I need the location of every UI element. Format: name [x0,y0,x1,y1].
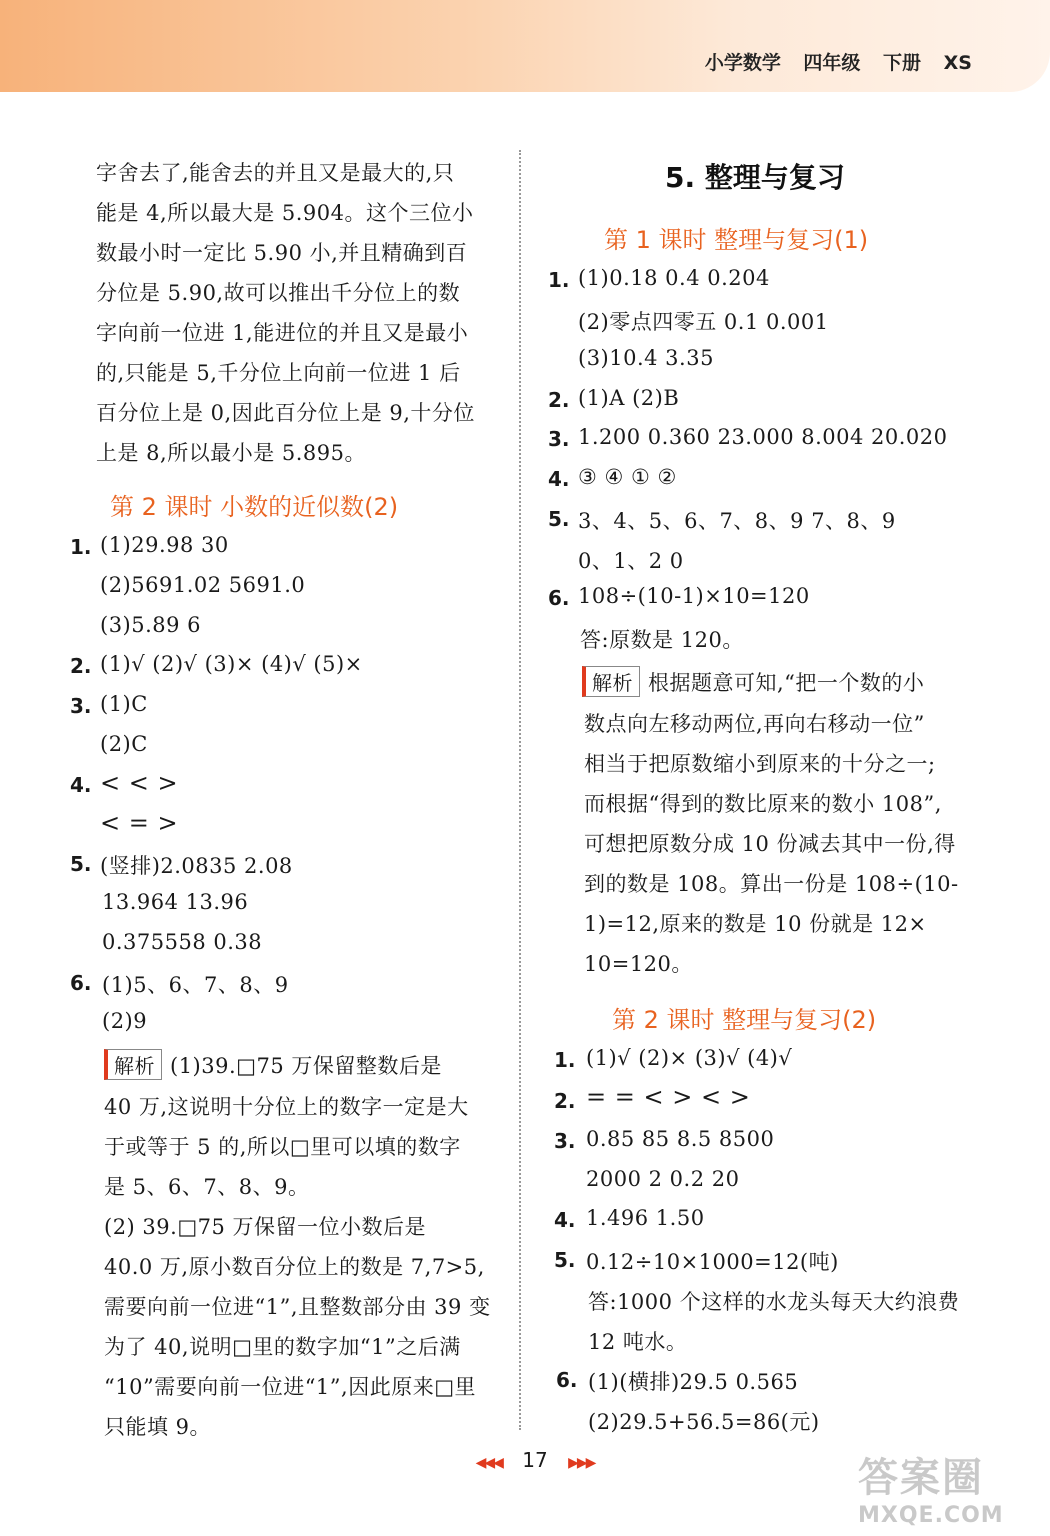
watermark-url: MXQE.COM [858,1503,1004,1528]
question-number: 3. [548,427,570,451]
analysis-line: 数点向左移动两位,再向右移动一位” [584,712,925,736]
analysis-line: 是 5、6、7、8、9。 [104,1175,310,1199]
answer-line: (2)9 [102,1009,148,1033]
question-number: 3. [554,1129,576,1153]
answer-line: (3)10.4 3.35 [578,346,714,370]
question-number: 6. [548,586,570,610]
analysis-line: 1)=12,原来的数是 10 份就是 12× [584,912,927,936]
answer-line: 13.964 13.96 [102,890,249,914]
analysis-line: 到的数是 108。算出一份是 108÷(10- [584,872,959,896]
column-divider [519,150,521,1430]
answer-line: 108÷(10-1)×10=120 [578,584,810,608]
answer-line: 12 吨水。 [588,1330,688,1354]
analysis-line: 40.0 万,原小数百分位上的数是 7,7>5, [104,1255,485,1279]
header-band [0,0,1050,92]
header-book-info: 小学数学 四年级 下册 XS [704,52,972,74]
question-number: 4. [70,773,92,797]
question-number: 1. [548,268,570,292]
text-line: 的,只能是 5,千分位上向前一位进 1 后 [96,361,461,385]
answer-line: 0、1、2 0 [578,549,684,573]
question-number: 4. [548,467,570,491]
watermark-text: 答案圈 [858,1455,984,1501]
answer-line: (2)5691.02 5691.0 [100,573,306,597]
answer-line: 0.85 85 8.5 8500 [586,1127,775,1151]
lesson-title: 第 2 课时 整理与复习(2) [612,1006,877,1034]
analysis-tag: 解析 [582,666,640,697]
question-number: 2. [554,1089,576,1113]
question-number: 5. [70,852,92,876]
answer-line: (1)5、6、7、8、9 [102,973,289,997]
answer-line: = = < > < > [586,1083,751,1111]
question-number: 5. [554,1248,576,1272]
page-number: 17 [522,1448,548,1472]
analysis-line: 40 万,这说明十分位上的数字一定是大 [104,1095,469,1119]
text-line: 数最小时一定比 5.90 小,并且精确到百 [96,241,468,265]
analysis-first-line [104,1049,442,1080]
analysis-text: (1)39.□75 万保留整数后是 [170,1054,442,1078]
analysis-line: “10”需要向前一位进“1”,因此原来□里 [104,1375,477,1399]
answer-line: < = > [100,809,179,837]
question-number: 6. [556,1368,578,1392]
text-line: 能是 4,所以最大是 5.904。这个三位小 [96,201,474,225]
analysis-text: 根据题意可知,“把一个数的小 [648,671,925,695]
text-line: 分位是 5.90,故可以推出千分位上的数 [96,281,461,305]
analysis-line: (2) 39.□75 万保留一位小数后是 [104,1215,427,1239]
answer-line: (2)零点四零五 0.1 0.001 [578,310,829,334]
answer-line: 答:原数是 120。 [580,628,744,652]
section-title: 5. 整理与复习 [665,161,845,194]
answer-line: 答:1000 个这样的水龙头每天大约浪费 [588,1290,960,1314]
text-line: 百分位上是 0,因此百分位上是 9,十分位 [96,401,475,425]
text-line: 字向前一位进 1,能进位的并且又是最小 [96,321,469,345]
analysis-tag: 解析 [104,1049,162,1080]
answer-line: (竖排)2.0835 2.08 [100,854,293,878]
answer-line: 0.12÷10×1000=12(吨) [586,1250,839,1274]
text-line: 字舍去了,能舍去的并且又是最大的,只 [96,161,455,185]
answer-line: (1)29.98 30 [100,533,229,557]
analysis-line: 只能填 9。 [104,1415,212,1439]
answer-line: (1)(横排)29.5 0.565 [588,1370,799,1394]
page-footer [450,1448,620,1472]
analysis-line: 为了 40,说明□里的数字加“1”之后满 [104,1335,461,1359]
analysis-line: 相当于把原数缩小到原来的十分之一; [584,752,936,776]
right-arrows-icon: ▶▶▶ [568,1455,595,1471]
answer-line: (3)5.89 6 [100,613,202,637]
text-line: 上是 8,所以最小是 5.895。 [96,441,367,465]
answer-line: (1)A (2)B [578,386,680,410]
answer-line: (1)0.18 0.4 0.204 [578,266,770,290]
question-number: 3. [70,694,92,718]
answer-line: (2)29.5+56.5=86(元) [588,1410,820,1434]
question-number: 2. [70,654,92,678]
answer-line: < < > [100,769,179,797]
lesson-title: 第 1 课时 整理与复习(1) [604,226,869,254]
analysis-line: 而根据“得到的数比原来的数小 108”, [584,792,942,816]
answer-line: (1)√ (2)× (3)√ (4)√ [586,1046,793,1070]
analysis-line: 可想把原数分成 10 份减去其中一份,得 [584,832,956,856]
analysis-line: 需要向前一位进“1”,且整数部分由 39 变 [104,1295,491,1319]
analysis-line: 于或等于 5 的,所以□里可以填的数字 [104,1135,461,1159]
question-number: 6. [70,971,92,995]
answer-line: 3、4、5、6、7、8、9 7、8、9 [578,509,896,533]
question-number: 5. [548,507,570,531]
answer-line: 1.496 1.50 [586,1206,705,1230]
answer-line: (1)√ (2)√ (3)× (4)√ (5)× [100,652,363,676]
answer-line: 0.375558 0.38 [102,930,263,954]
analysis-line: 10=120。 [584,952,693,976]
watermark-logo [858,1446,1038,1528]
lesson-title: 第 2 课时 小数的近似数(2) [110,493,399,521]
left-arrows-icon: ◀◀◀ [475,1455,502,1471]
answer-line: 1.200 0.360 23.000 8.004 20.020 [578,425,948,449]
question-number: 4. [554,1208,576,1232]
question-number: 2. [548,388,570,412]
question-number: 1. [70,535,92,559]
analysis-first-line [582,666,924,697]
answer-line: ③ ④ ① ② [578,465,677,489]
question-number: 1. [554,1048,576,1072]
answer-line: 2000 2 0.2 20 [586,1167,740,1191]
answer-line: (1)C [100,692,148,716]
answer-line: (2)C [100,732,148,756]
